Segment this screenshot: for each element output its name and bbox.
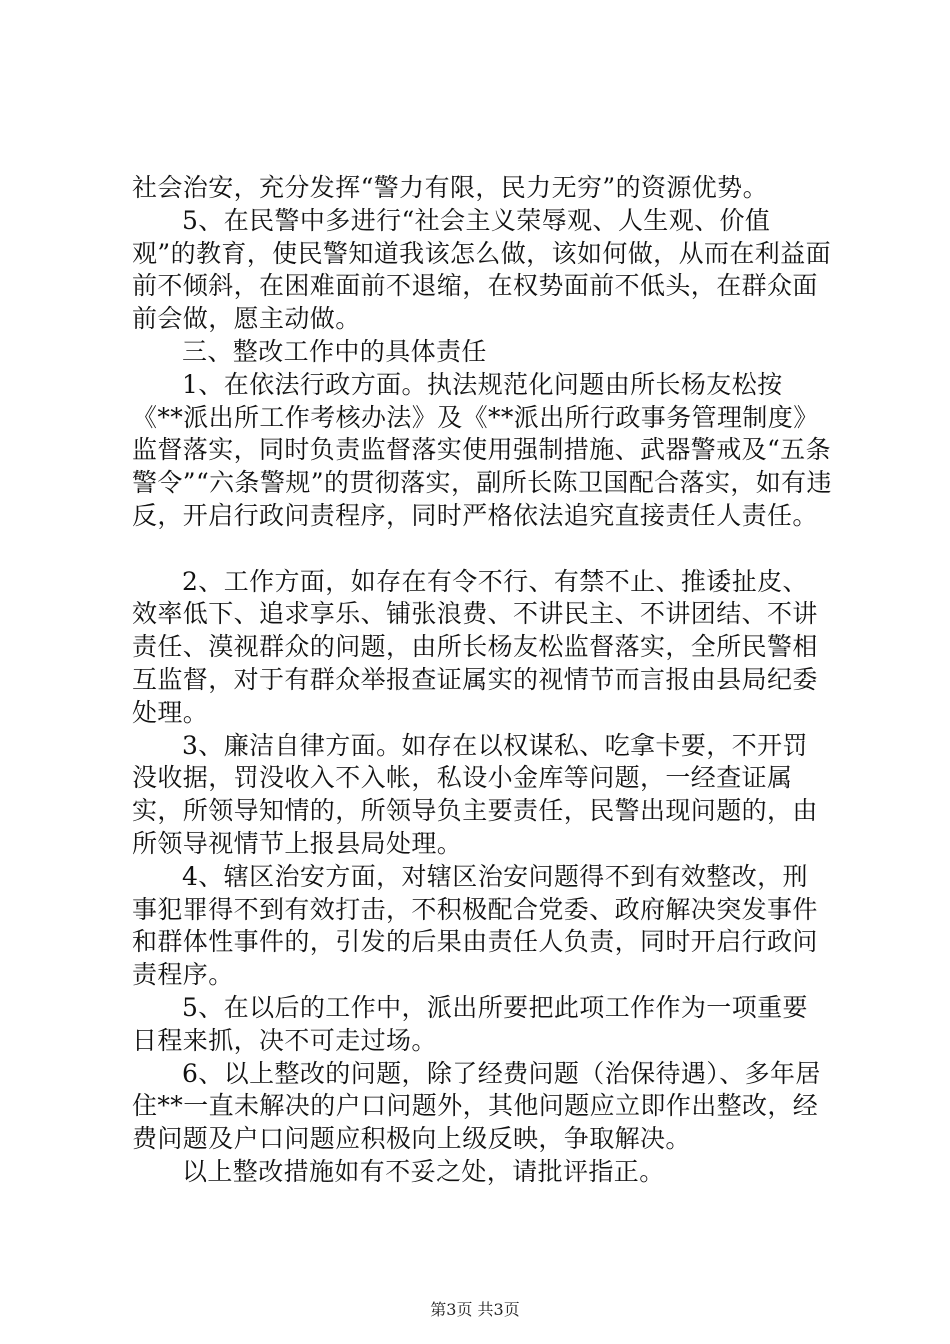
- paragraph: 5、在民警中多进行“社会主义荣辱观、人生观、价值观”的教育，使民警知道我该怎么做，该如何做，从而在利益面前不倾斜，在困难面前不退缩，在权势面前不低头，在群众面前会做，愿主动做。: [132, 205, 831, 334]
- paragraph: 4、辖区治安方面，对辖区治安问题得不到有效整改，刑事犯罪得不到有效打击，不积极配合党委、政府解决突发事件和群体性事件的，引发的后果由责任人负责，同时开启行政问责程序。: [132, 861, 818, 990]
- paragraph-spacer: [132, 533, 832, 566]
- document-body: [132, 172, 832, 1189]
- paragraph: 3、廉洁自律方面。如存在以权谋私、吃拿卡要，不开罚没收据，罚没收入不入帐，私设小金库等问题，一经查证属实，所领导知情的，所领导负主要责任，民警出现问题的，由所领导视情节上报县局处理。: [132, 730, 818, 858]
- section-heading: 三、整改工作中的具体责任: [182, 336, 487, 366]
- paragraph: 2、工作方面，如存在有令不行、有禁不止、推诿扯皮、效率低下、追求享乐、铺张浪费、不讲民主、不讲团结、不讲责任、漠视群众的问题，由所长杨友松监督落实，全所民警相互监督，对于有群众举报查证属实的视情节而言报由县局纪委处理。: [132, 566, 818, 727]
- paragraph: 1、在依法行政方面。执法规范化问题由所长杨友松按《**派出所工作考核办法》及《**派出所行政事务管理制度》监督落实，同时负责监督落实使用强制措施、武器警戒及“五条警令”“六条警规”的贯彻落实，副所长陈卫国配合落实，如有违反，开启行政问责程序，同时严格依法追究直接责任人责任。: [132, 369, 832, 530]
- paragraph: 6、以上整改的问题，除了经费问题（治保待遇）、多年居住**一直未解决的户口问题外，其他问题应立即作出整改，经费问题及户口问题应积极向上级反映，争取解决。: [132, 1058, 821, 1154]
- paragraph: 社会治安，充分发挥“警力有限，民力无穷”的资源优势。: [132, 173, 768, 202]
- paragraph: 以上整改措施如有不妥之处，请批评指正。: [182, 1156, 665, 1186]
- paragraph: 5、在以后的工作中，派出所要把此项工作作为一项重要日程来抓，决不可走过场。: [132, 992, 808, 1055]
- page-footer: 第3页 共3页: [430, 1300, 520, 1319]
